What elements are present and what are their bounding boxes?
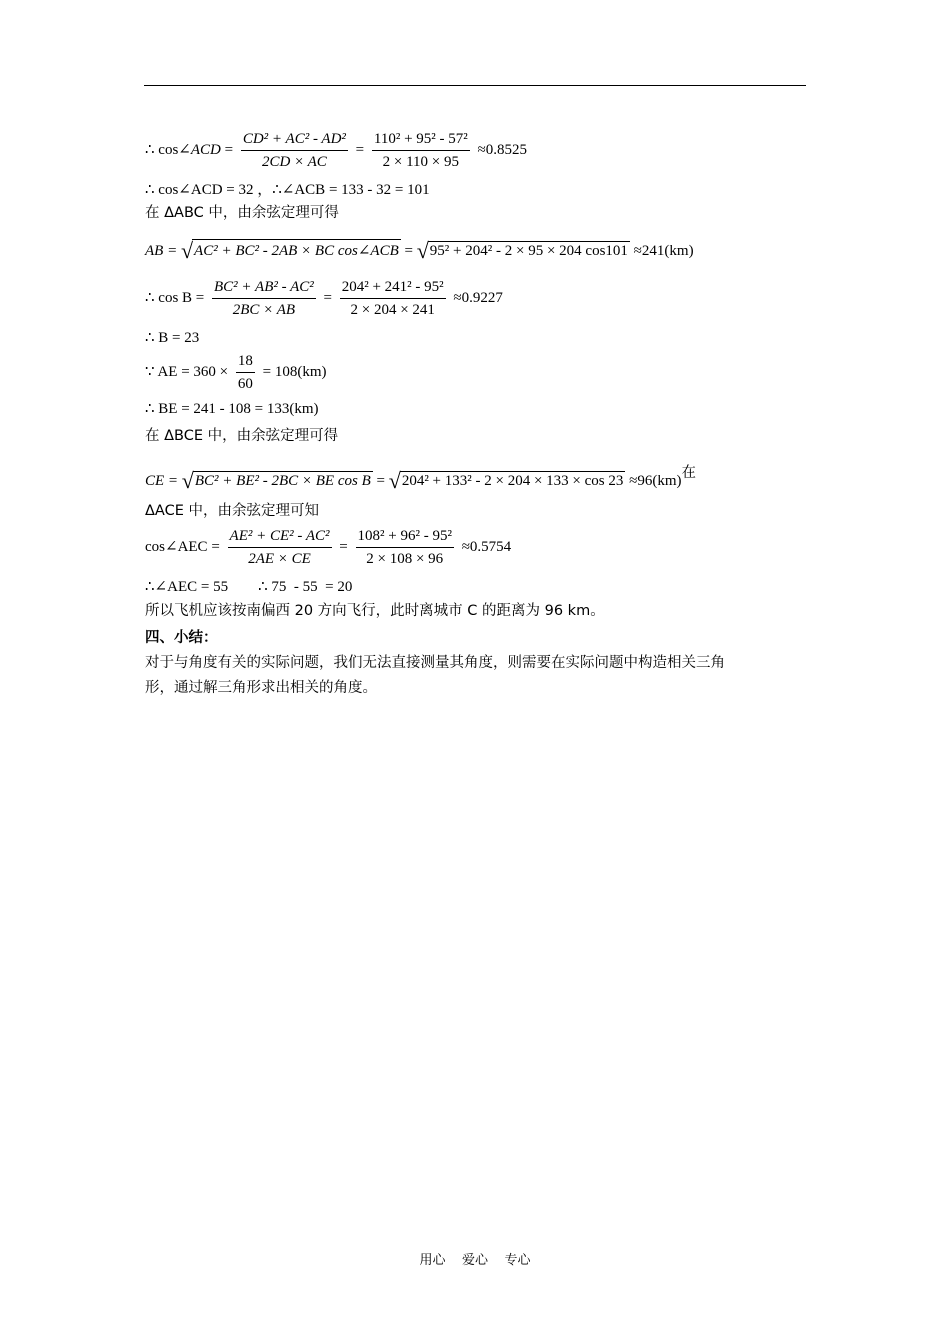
equation-cos-b: ∴ cos B = $\frac{\text{BC² + AB² - AC²}}{2BC \times AB}$ = $\frac{\text{204² + 241² - 95²}}{2 \times 204 \times 241}$ ≈0.9227 bbox=[145, 276, 503, 321]
equation-angle-aec: ∴∠AEC = 55 ∴ 75 - 55 = 20 bbox=[145, 579, 353, 595]
fraction: $\frac{\text{BC² + AB² - AC²}}{2BC \times AB}$ bbox=[212, 276, 316, 321]
equation-ab: AB = √AC² + BC² - 2AB × BC cos∠ACB = √95² + 204² - 2 × 95 × 204 cos101 ≈241(km) bbox=[145, 238, 694, 263]
fraction: $\frac{\text{110² + 95² - 57²}}{2 \times 110 \times 95}$ bbox=[372, 128, 470, 173]
therefore-symbol: ∴ bbox=[145, 141, 155, 158]
radicand: BC² + BE² - 2BC × BE cos B bbox=[194, 473, 371, 489]
fraction: $\frac{\text{CD² + AC² - AD²}}{2CD \times AC}$ bbox=[241, 128, 348, 173]
page-footer: 用心 爱心 专心 bbox=[419, 1253, 531, 1268]
fraction: $\frac{\text{204² + 241² - 95²}}{2 \times 204 \times 241}$ bbox=[340, 276, 446, 321]
text-cosine-law-abc: 在 ΔABC 中，由余弦定理可得 bbox=[145, 205, 339, 221]
text-conclusion: 所以飞机应该按南偏西 20 方向飞行，此时离城市 C 的距离为 96 km。 bbox=[145, 603, 605, 619]
fraction: $\frac{18}{60}$ bbox=[236, 350, 255, 395]
equation-cos-acd: ∴ cos∠ACD = $\frac{\text{CD² + AC² - AD²}}{2CD \times AC}$ = $\frac{\text{110² + 95² - 57²}}{2 \times 110 \times 95}$ ≈0.8525 bbox=[145, 128, 527, 173]
equation-angle-acb: ∴ cos∠ACD = 32 ，∴∠ACB = 133 - 32 = 101 bbox=[145, 182, 430, 198]
fraction: $\frac{\text{AE² + CE² - AC²}}{2AE \times CE}$ bbox=[228, 525, 332, 570]
summary-paragraph-line1: 对于与角度有关的实际问题，我们无法直接测量其角度，则需要在实际问题中构造相关三角 bbox=[145, 655, 725, 671]
fraction: $\frac{\text{108² + 96² - 95²}}{2 \times 108 \times 96}$ bbox=[356, 525, 454, 570]
text-cosine-law-bce: 在 ΔBCE 中，由余弦定理可得 bbox=[145, 428, 339, 444]
radicand: AC² + BC² - 2AB × BC cos∠ACB bbox=[192, 239, 401, 260]
equation-ae: ∵ AE = 360 × $\frac{18}{60}$ = 108(km) bbox=[145, 350, 327, 395]
text-cosine-law-ace: ΔACE 中，由余弦定理可知 bbox=[145, 503, 319, 519]
summary-paragraph-line2: 形，通过解三角形求出相关的角度。 bbox=[145, 680, 377, 696]
equation-be: ∴ BE = 241 - 108 = 133(km) bbox=[145, 401, 319, 417]
radicand: 95² + 204² - 2 × 95 × 204 cos101 bbox=[429, 243, 628, 259]
equation-cos-aec: cos∠AEC = $\frac{\text{AE² + CE² - AC²}}{2AE \times CE}$ = $\frac{\text{108² + 96² - 95²}}{2 \times 108 \times 96}$ ≈0.5754 bbox=[145, 525, 511, 570]
section-heading-summary: 四、小结： bbox=[145, 630, 218, 646]
equation-b: ∴ B = 23 bbox=[145, 330, 200, 346]
equation-ce: CE = √BC² + BE² - 2BC × BE cos B = √204² + 133² - 2 × 204 × 133 × cos 23 ≈96(km)在 bbox=[145, 465, 697, 493]
header-rule bbox=[144, 85, 806, 86]
radicand: 204² + 133² - 2 × 204 × 133 × cos 23 bbox=[401, 473, 624, 489]
